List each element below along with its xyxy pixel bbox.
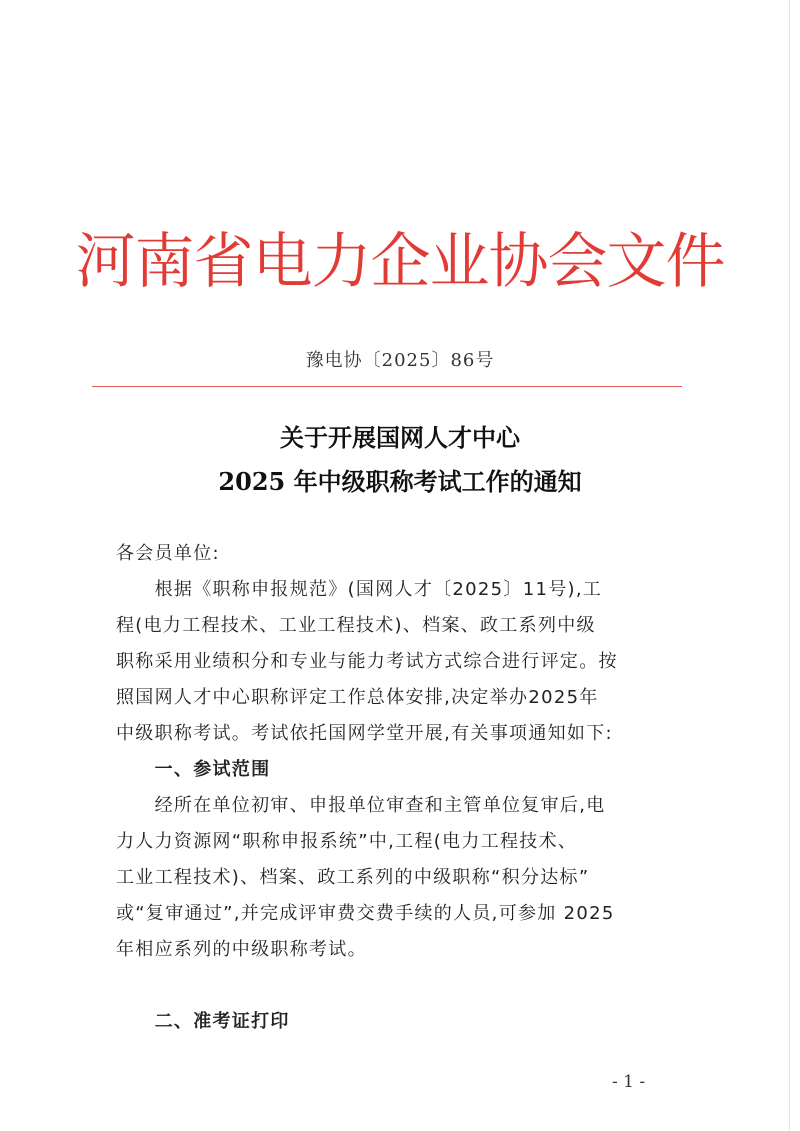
page-edge-line — [789, 0, 790, 1131]
notice-title-line-2: 2025 年中级职称考试工作的通知 — [218, 467, 582, 496]
body-line: 或“复审通过”,并完成评审费交费手续的人员,可参加 2025 — [116, 903, 615, 924]
body-line: 力人力资源网“职称申报系统”中,工程(电力工程技术、 — [116, 831, 578, 852]
body-line: 中级职称考试。考试依托国网学堂开展,有关事项通知如下: — [116, 723, 613, 744]
document-number: 豫电协〔2025〕86号 — [305, 350, 495, 371]
body-line: 工业工程技术)、档案、政工系列的中级职称“积分达标” — [116, 867, 590, 888]
body-line: 经所在单位初审、申报单位审查和主管单位复审后,电 — [116, 795, 606, 816]
salutation: 各会员单位: — [116, 543, 220, 564]
notice-body — [116, 536, 676, 1040]
body-line: 根据《职称申报规范》(国网人才〔2025〕11号),工 — [116, 579, 603, 600]
section-heading-scope: 一、参试范围 — [116, 759, 271, 780]
red-divider-line — [92, 386, 682, 387]
notice-title-line-1: 关于开展国网人才中心 — [280, 423, 520, 452]
page-number: - 1 - — [612, 1072, 646, 1092]
body-line: 年相应系列的中级职称考试。 — [116, 939, 367, 960]
section-heading-admission-ticket: 二、准考证打印 — [116, 1011, 290, 1032]
body-line: 照国网人才中心职称评定工作总体安排,决定举办2025年 — [116, 687, 599, 708]
body-line: 程(电力工程技术、工业工程技术)、档案、政工系列中级 — [116, 615, 596, 636]
body-line: 职称采用业绩积分和专业与能力考试方式综合进行评定。按 — [116, 651, 618, 672]
issuer-header-title: 河南省电力企业协会文件 — [75, 227, 725, 297]
blank-line — [116, 968, 676, 1004]
